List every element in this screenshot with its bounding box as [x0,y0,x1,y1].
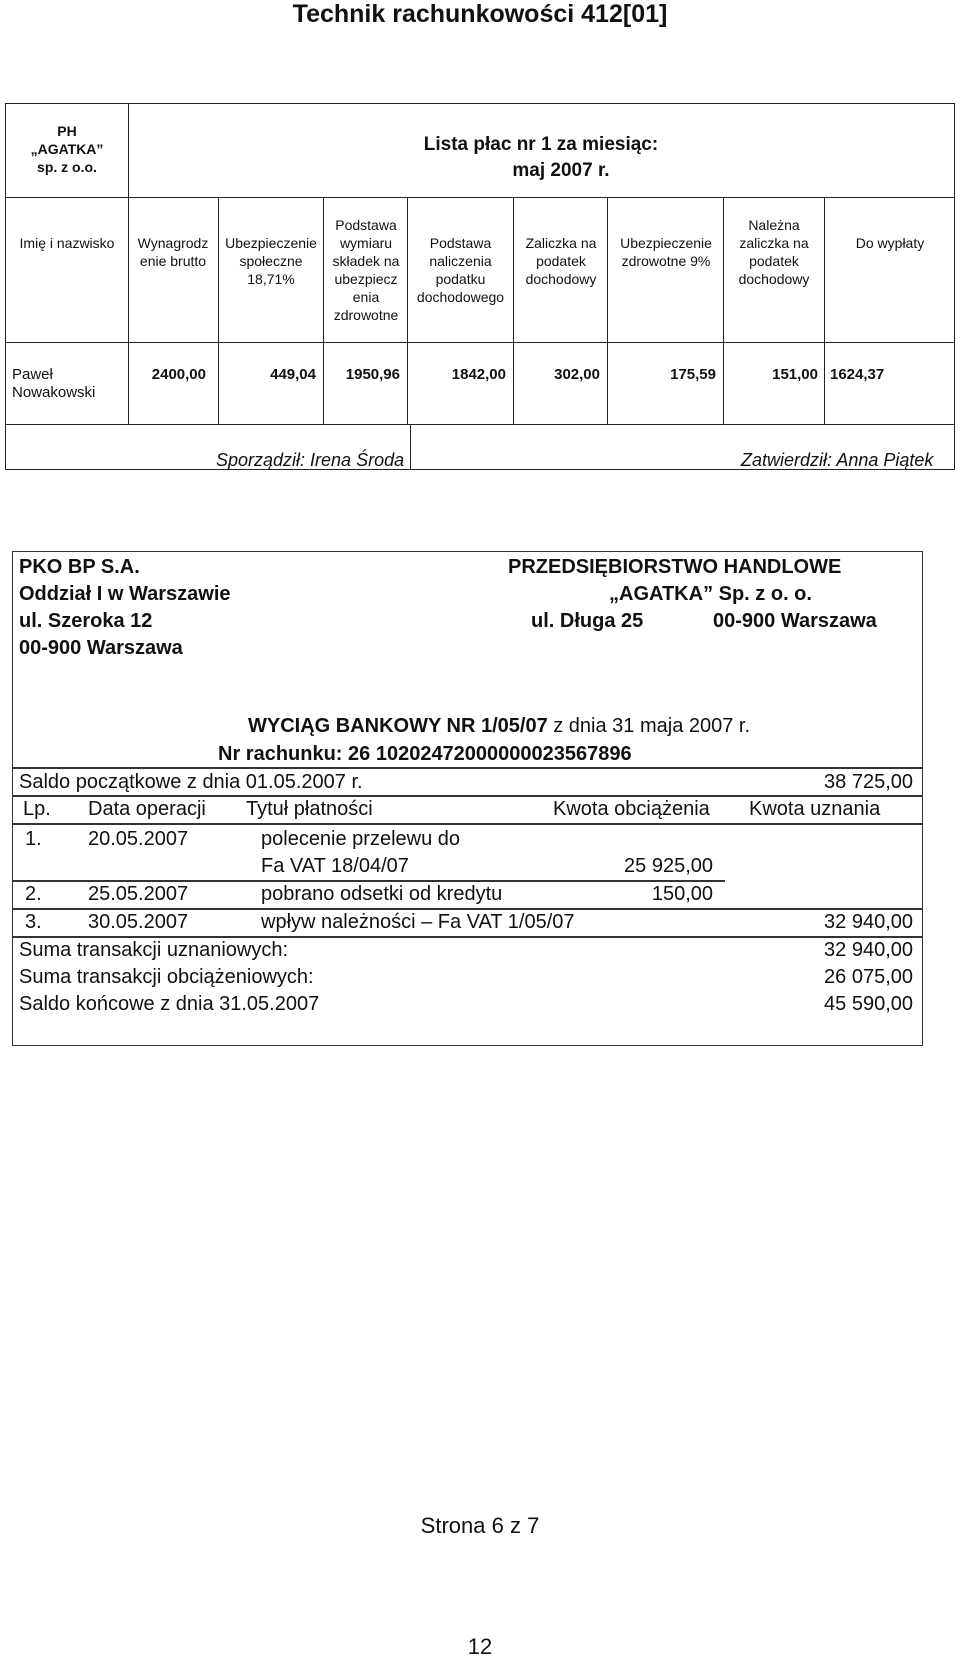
divider [6,197,954,198]
company-type: PRZEDSIĘBIORSTWO HANDLOWE [508,556,842,578]
company-city: 00-900 Warszawa [713,610,877,632]
closing-balance-value: 45 590,00 [824,993,913,1015]
company-street: ul. Długa 25 [531,610,644,632]
divider [218,197,219,424]
header-tax-base: Podstawa naliczenia podatku dochodowego [416,235,505,305]
divider [13,823,922,825]
header-health-base: Podstawa wymiaru składek na ubezpiecz enia zdrowotne [332,217,400,323]
header-due-tax: Należna zaliczka na podatek dochodowy [738,217,810,287]
bank-branch: Oddział I w Warszawie [19,583,231,605]
bank-city: 00-900 Warszawa [19,637,183,659]
header-social-insurance: Ubezpieczenie społeczne 18,71% [225,235,317,287]
header-to-pay: Do wypłaty [855,235,925,251]
row-1-date: 20.05.2007 [88,828,189,850]
payroll-table [5,103,955,470]
value-due-tax: 151,00 [772,366,818,383]
bank-name: PKO BP S.A. [19,556,140,578]
divider [513,197,514,424]
value-social-insurance: 449,04 [270,366,316,383]
value-health-insurance: 175,59 [670,366,716,383]
page-number: 12 [467,1634,493,1659]
value-to-pay: 1624,37 [830,366,885,383]
column-debit: Kwota obciążenia [553,798,710,820]
opening-balance-label: Saldo początkowe z dnia 01.05.2007 r. [19,771,363,793]
row-3-lp: 3. [25,911,42,933]
value-health-base: 1950,96 [345,366,400,383]
row-2-title: pobrano odsetki od kredytu [261,883,503,905]
row-3-title: wpływ należności – Fa VAT 1/05/07 [261,911,575,933]
header-name: Imię i nazwisko [19,235,115,251]
row-2-debit: 150,00 [651,883,713,905]
debit-sum-value: 26 075,00 [824,966,913,988]
debit-sum-label: Suma transakcji obciążeniowych: [19,966,314,988]
column-title: Tytuł płatności [246,798,373,820]
approved-by: Zatwierdził: Anna Piątek [741,450,934,470]
column-lp: Lp. [23,798,51,820]
value-gross: 2400,00 [151,366,206,383]
row-2-date: 25.05.2007 [88,883,189,905]
row-1-title: polecenie przelewu do [261,828,461,850]
header-tax-advance: Zaliczka na podatek dochodowy [525,235,597,287]
opening-balance-value: 38 725,00 [824,771,913,793]
employee-name: Paweł Nowakowski [12,366,96,401]
payroll-title: Lista płac nr 1 za miesiąc: maj 2007 r. [423,134,659,181]
divider [6,424,954,425]
divider [407,197,408,424]
column-credit: Kwota uznania [749,798,881,820]
credit-sum-value: 32 940,00 [824,939,913,961]
bank-street: ul. Szeroka 12 [19,610,153,632]
column-date: Data operacji [88,798,206,820]
closing-balance-label: Saldo końcowe z dnia 31.05.2007 [19,993,320,1015]
divider [723,197,724,424]
row-2-lp: 2. [25,883,42,905]
row-1-debit: 25 925,00 [624,855,713,877]
page-indicator: Strona 6 z 7 [420,1513,540,1538]
row-3-credit: 32 940,00 [824,911,913,933]
account-number: Nr rachunku: 26 10202472000000023567896 [218,743,632,765]
value-tax-advance: 302,00 [554,366,600,383]
payroll-company: PH „AGATKA” sp. z o.o. [30,123,104,175]
page-title: Technik rachunkowości 412[01] [292,0,668,28]
bank-statement [12,551,923,1046]
statement-title: WYCIĄG BANKOWY NR 1/05/07 z dnia 31 maja 2007 r. [248,715,751,737]
divider [824,197,825,424]
row-1-title-2: Fa VAT 18/04/07 [261,855,409,877]
row-3-date: 30.05.2007 [88,911,189,933]
divider [410,424,411,470]
row-1-lp: 1. [25,828,42,850]
prepared-by: Sporządził: Irena Środa [216,450,405,470]
divider [607,197,608,424]
header-gross: Wynagrodz enie brutto [137,235,209,269]
header-health-insurance: Ubezpieczenie zdrowotne 9% [620,235,712,269]
company-name: „AGATKA” Sp. z o. o. [609,583,812,605]
credit-sum-label: Suma transakcji uznaniowych: [19,939,289,961]
divider [323,197,324,424]
value-tax-base: 1842,00 [451,366,506,383]
divider [6,342,954,343]
divider [13,767,922,769]
